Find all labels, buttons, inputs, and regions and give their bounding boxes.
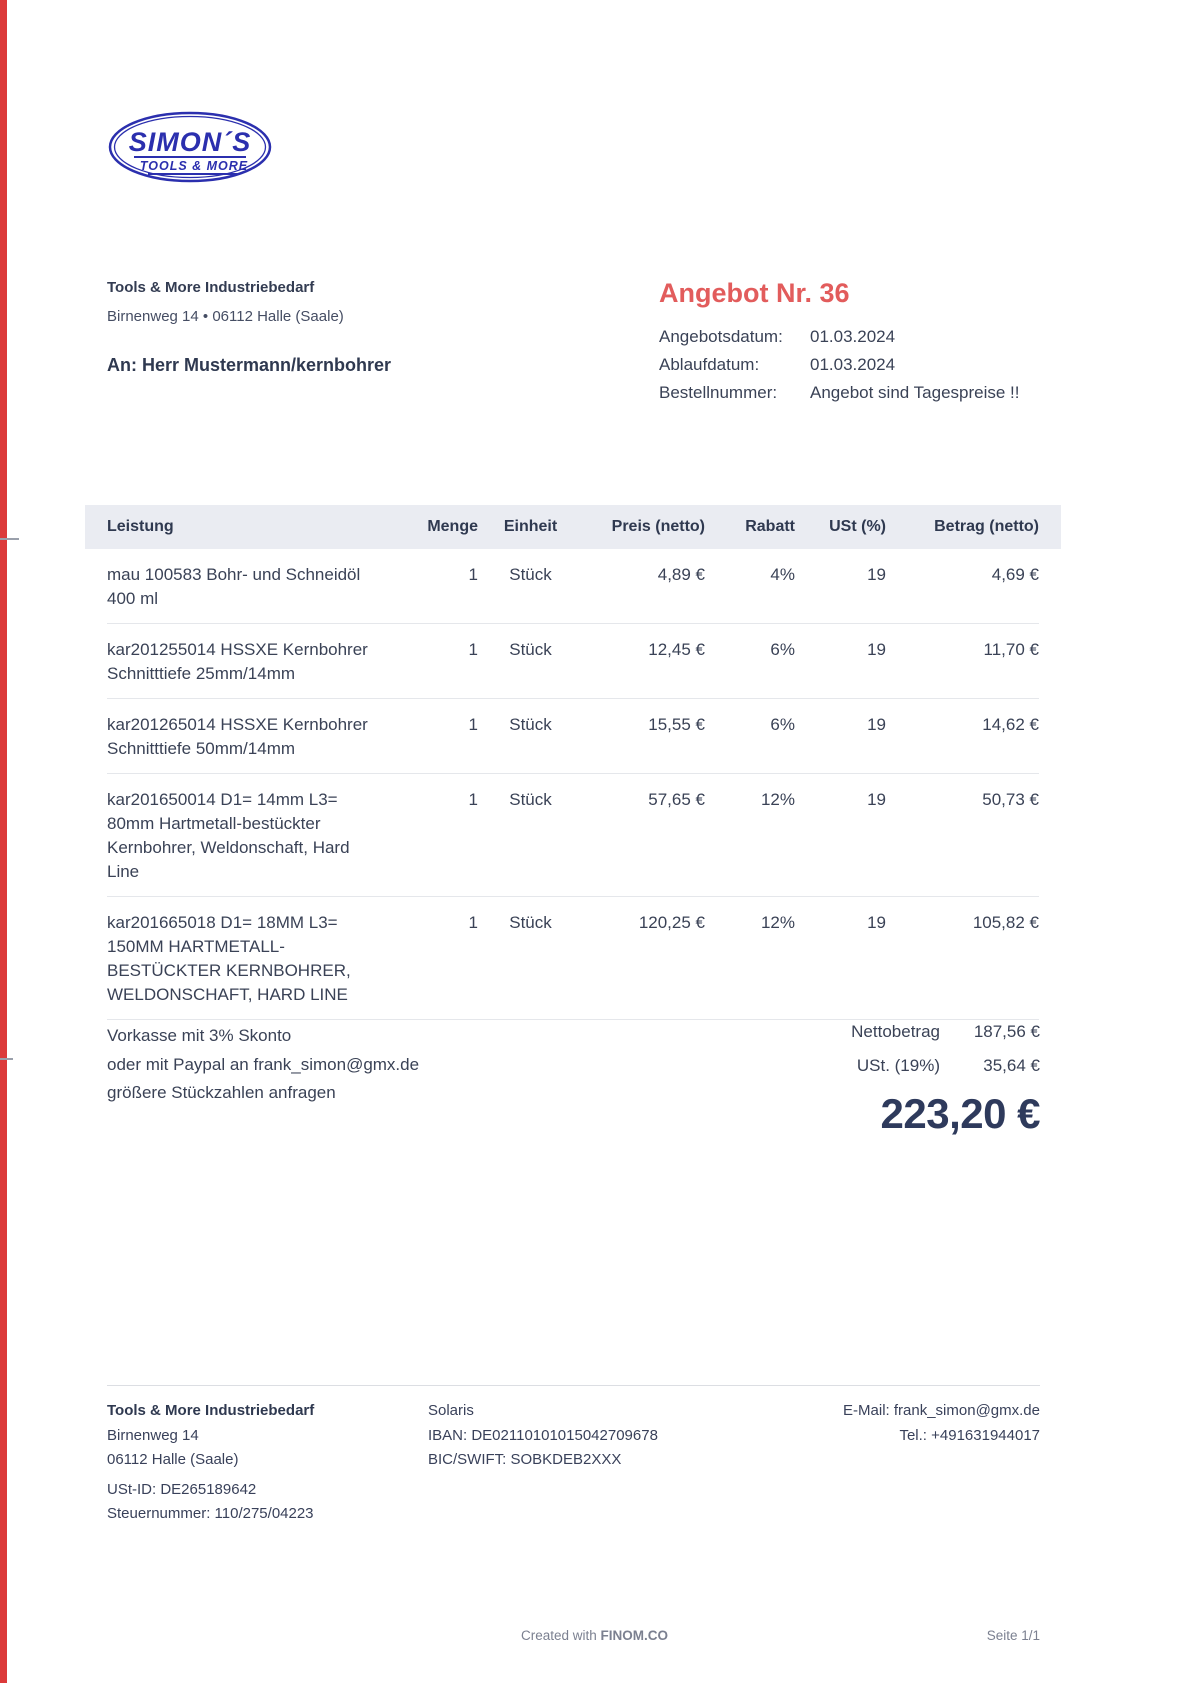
cell-ust: 19 <box>867 640 886 659</box>
cell-rabatt: 6% <box>770 640 795 659</box>
footer-tax-number: Steuernummer: 110/275/04223 <box>107 1505 314 1522</box>
vat-row <box>680 1056 1040 1076</box>
fold-mark-top <box>0 538 19 540</box>
sender-address: Birnenweg 14 • 06112 Halle (Saale) <box>107 308 344 325</box>
fold-mark-bottom <box>0 1058 13 1060</box>
footer-email: E-Mail: frank_simon@gmx.de <box>843 1402 1040 1419</box>
footer-company-name: Tools & More Industriebedarf <box>107 1402 315 1419</box>
cell-betrag: 14,62 € <box>982 715 1039 734</box>
footer-contact-column <box>843 1399 1040 1527</box>
header-rabatt: Rabatt <box>745 518 795 535</box>
cell-menge: 1 <box>468 913 478 932</box>
footer-bank-name: Solaris <box>428 1402 474 1419</box>
cell-menge: 1 <box>468 790 478 809</box>
sender-company: Tools & More Industriebedarf <box>107 279 315 296</box>
cell-menge: 1 <box>468 715 478 734</box>
cell-leistung: kar201650014 D1= 14mm L3= 80mm Hartmetall-bestückter Kernbohrer, Weldonschaft, Hard Line <box>107 790 350 881</box>
line-items-table <box>85 505 1061 1020</box>
footer-iban: IBAN: DE02110101015042709678 <box>428 1426 658 1444</box>
cell-betrag: 4,69 € <box>991 565 1039 584</box>
cell-ust: 19 <box>867 715 886 734</box>
order-number-field <box>659 379 1040 407</box>
footer-bic: BIC/SWIFT: SOBKDEB2XXX <box>428 1451 622 1468</box>
cell-rabatt: 4% <box>770 565 795 584</box>
cell-ust: 19 <box>867 790 886 809</box>
table-row <box>107 773 1039 896</box>
company-logo <box>104 108 276 188</box>
payment-note-line: größere Stückzahlen anfragen <box>107 1083 336 1102</box>
cell-rabatt: 12% <box>760 790 795 809</box>
expiry-date-value: 01.03.2024 <box>810 355 896 374</box>
offer-date-value: 01.03.2024 <box>810 327 896 346</box>
footer-company-street: Birnenweg 14 <box>107 1426 199 1444</box>
cell-leistung: kar201265014 HSSXE Kernbohrer Schnitttiefe 50mm/14mm <box>107 715 368 758</box>
net-total-label: Nettobetrag <box>851 1022 940 1041</box>
footer-company-city: 06112 Halle (Saale) <box>107 1451 239 1468</box>
grand-total: 223,20 € <box>880 1090 1040 1137</box>
payment-note-line: Vorkasse mit 3% Skonto <box>107 1026 292 1045</box>
offer-date-field <box>659 323 1040 351</box>
table-row <box>107 549 1039 623</box>
header-einheit: Einheit <box>503 518 558 535</box>
cell-einheit: Stück <box>509 640 552 659</box>
expiry-date-field <box>659 351 1040 379</box>
cell-betrag: 105,82 € <box>972 913 1039 932</box>
net-total-row <box>680 1022 1040 1042</box>
table-row <box>107 698 1039 773</box>
expiry-date-label: Ablaufdatum: <box>659 355 760 374</box>
logo-name-text: SIMON´S <box>128 127 252 157</box>
payment-note-line: oder mit Paypal an frank_simon@gmx.de <box>107 1054 420 1074</box>
offer-block <box>659 278 1040 407</box>
cell-preis: 4,89 € <box>657 565 705 584</box>
page-number: Seite 1/1 <box>986 1628 1040 1643</box>
table-body <box>107 549 1039 1020</box>
footer-columns <box>107 1399 1040 1527</box>
finom-brand: FINOM.CO <box>600 1628 669 1643</box>
recipient-line: An: Herr Mustermann/kernbohrer <box>107 355 392 375</box>
logo-tagline-text: TOOLS & MORE <box>139 159 249 173</box>
order-number-value: Angebot sind Tagespreise !! <box>810 383 1020 402</box>
table-header-row <box>85 505 1061 549</box>
footer-bank-column <box>428 1399 843 1527</box>
document-header <box>107 278 1040 407</box>
vat-label: USt. (19%) <box>856 1056 940 1075</box>
footer-phone: Tel.: +491631944017 <box>899 1426 1040 1444</box>
vat-value: 35,64 € <box>983 1056 1040 1075</box>
footer-vat-id: USt-ID: DE265189642 <box>107 1480 257 1498</box>
cell-leistung: kar201665018 D1= 18MM L3= 150MM HARTMETALL-BESTÜCKTER KERNBOHRER, WELDONSCHAFT, HARD LINE <box>107 913 351 1004</box>
simons-tools-logo-icon <box>104 108 276 188</box>
cell-menge: 1 <box>468 565 478 584</box>
totals-block <box>680 1022 1040 1138</box>
cell-ust: 19 <box>867 565 886 584</box>
cell-preis: 15,55 € <box>648 715 705 734</box>
cell-preis: 120,25 € <box>638 913 705 932</box>
left-red-stripe <box>0 0 7 1683</box>
net-total-value: 187,56 € <box>973 1022 1040 1041</box>
table-row <box>107 623 1039 698</box>
document-footer <box>107 1385 1040 1527</box>
cell-betrag: 11,70 € <box>983 640 1039 659</box>
header-betrag: Betrag (netto) <box>934 518 1039 535</box>
header-ust: USt (%) <box>829 518 886 535</box>
cell-leistung: mau 100583 Bohr- und Schneidöl 400 ml <box>107 565 361 608</box>
footer-company-column <box>107 1399 428 1527</box>
offer-title: Angebot Nr. 36 <box>659 278 850 308</box>
offer-date-label: Angebotsdatum: <box>659 327 783 346</box>
table-row <box>107 896 1039 1019</box>
cell-menge: 1 <box>468 640 478 659</box>
cell-ust: 19 <box>867 913 886 932</box>
sender-block <box>107 278 587 407</box>
created-with-prefix: Created with <box>520 1628 601 1643</box>
cell-betrag: 50,73 € <box>982 790 1039 809</box>
cell-rabatt: 12% <box>760 913 795 932</box>
payment-notes <box>107 1022 587 1138</box>
header-menge: Menge <box>427 518 478 535</box>
cell-preis: 12,45 € <box>648 640 705 659</box>
notes-and-totals <box>107 1022 1040 1138</box>
cell-leistung: kar201255014 HSSXE Kernbohrer Schnitttiefe 25mm/14mm <box>107 640 368 683</box>
cell-einheit: Stück <box>509 715 552 734</box>
cell-rabatt: 6% <box>770 715 795 734</box>
cell-einheit: Stück <box>509 913 552 932</box>
header-preis: Preis (netto) <box>611 518 705 535</box>
cell-preis: 57,65 € <box>648 790 705 809</box>
header-leistung: Leistung <box>107 518 174 535</box>
cell-einheit: Stück <box>509 790 552 809</box>
cell-einheit: Stück <box>509 565 552 584</box>
order-number-label: Bestellnummer: <box>659 383 778 402</box>
